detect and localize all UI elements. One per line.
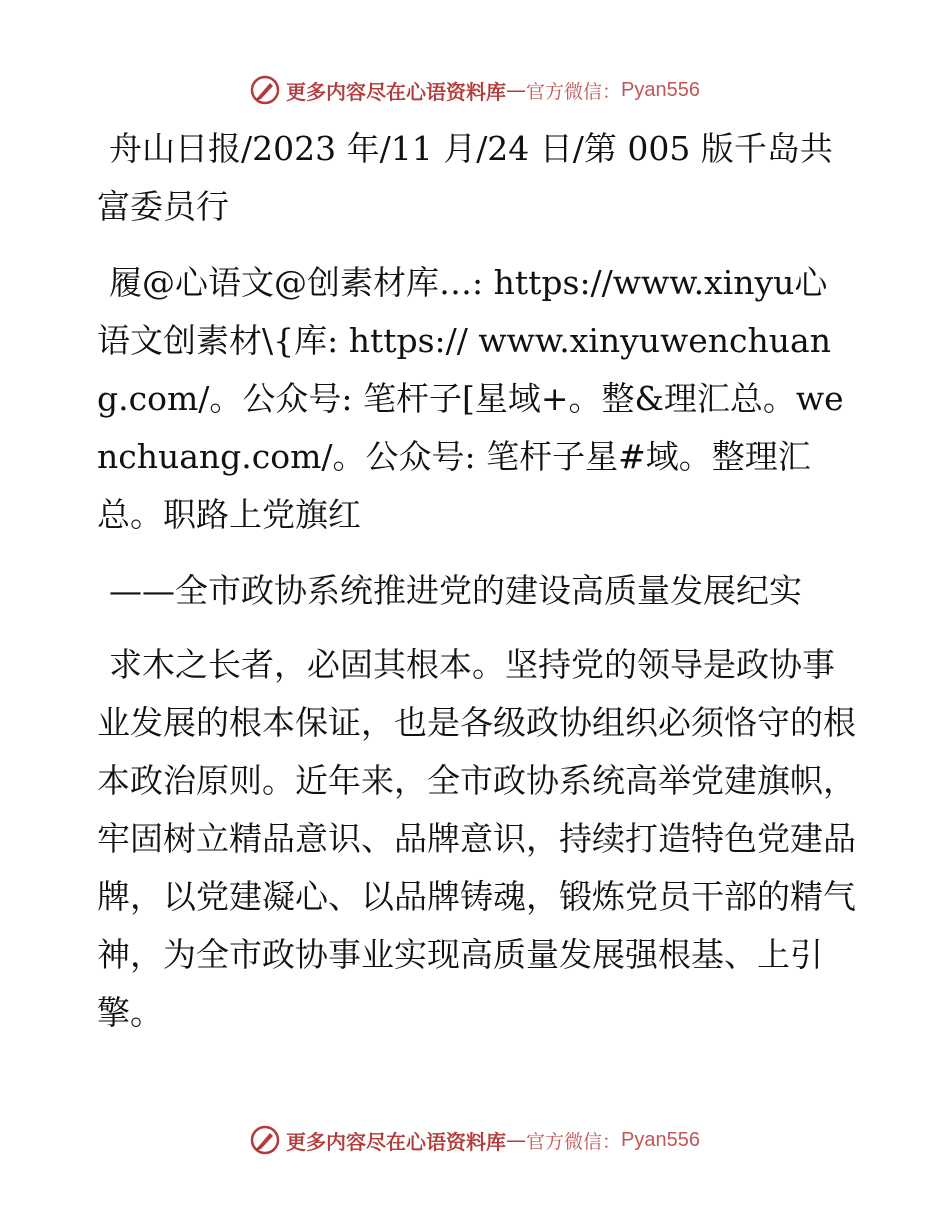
footer-banner [0,1120,950,1160]
article-source-line: 履@心语文@创素材库…: https://www.xinyu心语文创素材\{库: https:// www.xinyuwenchuang.com/。公众号: 笔杆子[星域+。整&理汇总。wenchuang.com/。公众号: 笔杆子星#域。整理汇总。职路上党旗红 [97,263,844,534]
article [97,120,857,1060]
banner-wechat-label: 官方微信： [526,1130,622,1153]
article-subtitle: ——全市政协系统推进党的建设高质量发展纪实 [109,571,802,610]
banner-wechat-id: Pyan556 [621,78,700,101]
banner-slogan: 更多内容尽在心语资料库 [286,1129,506,1154]
banner-dash: — [506,78,526,102]
banner-wechat-label: 官方微信： [526,80,622,103]
article-dateline: 舟山日报/2023 年/11 月/24 日/第 005 版千岛共富委员行 [97,129,833,226]
header-banner [0,70,950,110]
pen-logo-icon [250,75,280,105]
pen-logo-icon [250,1125,280,1155]
banner-wechat-id: Pyan556 [621,1128,700,1151]
banner-slogan: 更多内容尽在心语资料库 [286,79,506,104]
article-body: 求木之长者，必固其根本。坚持党的领导是政协事业发展的根本保证，也是各级政协组织必须恪守的根本政治原则。近年来，全市政协系统高举党建旗帜，牢固树立精品意识、品牌意识，持续打造特色党建品牌，以党建凝心、以品牌铸魂，锻炼党员干部的精气神，为全市政协事业实现高质量发展强根基、上引擎。 [97,645,856,1032]
banner-dash: — [506,1128,526,1152]
